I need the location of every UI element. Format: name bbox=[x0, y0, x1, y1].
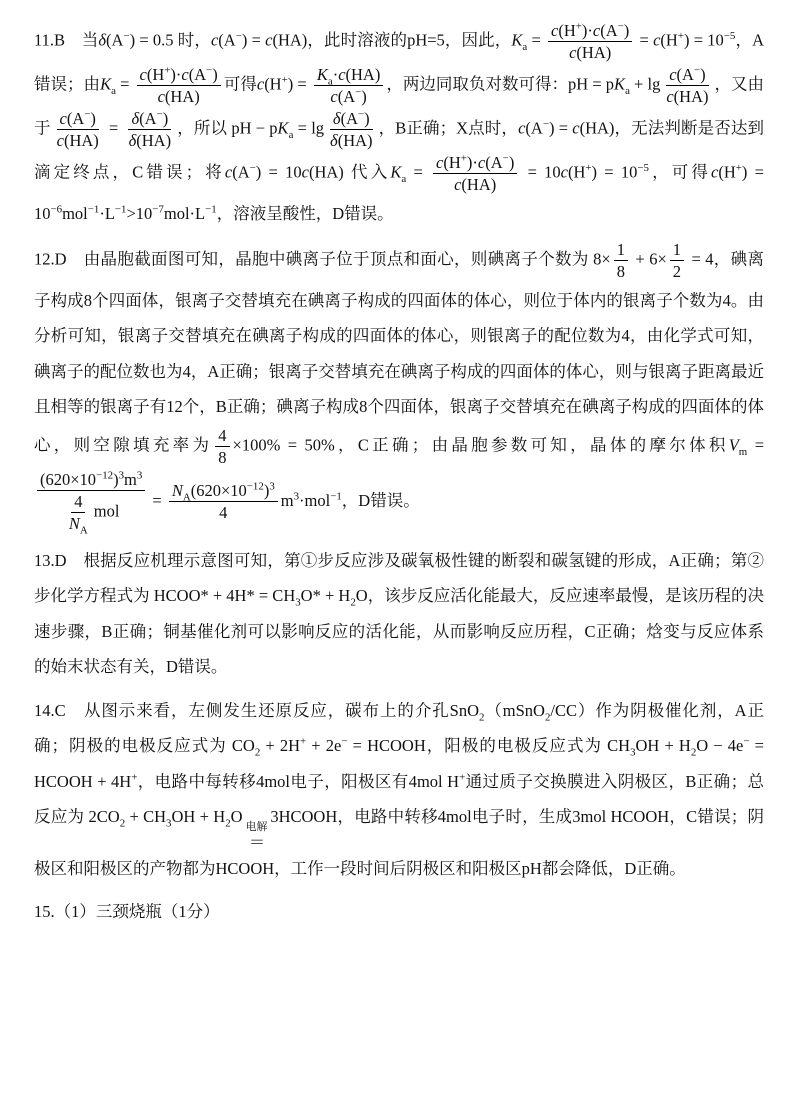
fraction: $(620\times 10^{-12})^3m^3$ $\frac{4}{N_A}$ mol bbox=[37, 469, 145, 535]
answer-12: 12.D 由晶胞截面图可知，晶胞中碘离子位于顶点和面心，则碘离子个数为 8× $\frac{1}{8}$ + 6× $\frac{1}{2}$ = 4，碘离子构成8个四面体，银离子交替填充在碘离子构成的四面体的体心，则位于体内的银离子个数为4。由分析可知，银离子交替填充在碘离子构成的四面体的体心，则银离子的配位数为4，由化学式可知，碘离子的配位数也为4，A正确；银离子交替填充在碘离子构成的四面体的体心，则与银离子距离最近且相等的银离子有12个，B正确；碘离子构成8个四面体，银离子交替填充在碘离子构成的四面体的体心，则空隙填充率为 $\frac{4}{8}$ ×100% = 50%，C正确；由晶胞参数可知，晶体的摩尔体积$V_m$ = $(620\times 10^{-12})^3m^3$ $\frac{4}{N_A}$ mol = $\frac{N_A(620\times 10^{-12})^3}{4}$ $m^3\cdot mol^{-1}$，D错误。 bbox=[34, 239, 765, 537]
fraction: $\frac{c(A^-)}{c(HA)}$ bbox=[666, 64, 709, 107]
answer-14: 14.C 从图示来看，左侧发生还原反应，碳布上的介孔SnO$_2$（mSnO$_2$/CC）作为阴极催化剂，A正确；阴极的电极反应式为 $CO_2 + 2H^+ + 2e^-$ = HCOOH，阳极的电极反应式为 $CH_3OH + H_2O - 4e^-$ = HCOOH + 4H+，电路中每转移4mol电子，阳极区有4mol H+通过质子交换膜进入阴极区，B正确；总反应为 $2CO_2 + CH_3OH + H_2O$ 电解 ＝ 3HCOOH，电路中转移4mol电子时，生成3mol HCOOH，C错误；阴极区和阳极区的产物都为HCOOH，工作一段时间后阴极区和阳极区pH都会降低，D正确。 bbox=[34, 700, 765, 878]
fraction: $\frac{1}{2}$ bbox=[670, 239, 684, 283]
fraction: $\frac{1}{8}$ bbox=[614, 239, 628, 283]
fraction: $\frac{4}{N_A}$ bbox=[68, 492, 88, 537]
answer-11: 11.B 当δ(A−) = 0.5 时，c(A−) = c(HA)，此时溶液的pH=5，因此，$K_a$ = $\frac{c(H^+)\cdot c(A^-)}{c(HA)}$ = $c(H^+) = 10^{-5}$，A错误；由$K_a$ = $\frac{c(H^+)\cdot c(A^-)}{c(HA)}$ 可得c(H+) = $\frac{K_a\cdot c(HA)}{c(A^-)}$ ，两边同取负对数可得：pH = $pK_a + \lg$ $\frac{c(A^-)}{c(HA)}$ ，又由于 $\frac{c(A^-)}{c(HA)}$ = $\frac{\delta(A^-)}{\delta(HA)}$ ，所以 pH − $pK_a = \lg$ $\frac{\delta(A^-)}{\delta(HA)}$ ，B正确；X点时，c(A−) = c(HA)，无法判断是否达到滴定终点，C错误；将c(A−) = 10c(HA) 代入$K_a$ = $\frac{c(H^+)\cdot c(A^-)}{c(HA)}$ = $10c(H^+) = 10^{-5}$，可得$c(H^+) = 10^{-6}mol^{-1}\cdot L^{-1}>10^{-7}mol\cdot L^{-1}$，溶液呈酸性，D错误。 bbox=[34, 20, 765, 223]
answer-13: 13.D 根据反应机理示意图可知，第①步反应涉及碳氧极性键的断裂和碳氢键的形成，A正确；第②步化学方程式为 HCOO* + $4H* = CH_3O* + H_2O$，该步反应活化能最大，反应速率最慢，是该历程的决速步骤，B正确；铜基催化剂可以影响反应的活化能，从而影响反应历程，C正确；焓变与反应体系的始末状态有关，D错误。 bbox=[34, 550, 765, 677]
labeled-equals: 电解 ＝ bbox=[245, 821, 268, 852]
fraction: $\frac{c(H^+)\cdot c(A^-)}{c(HA)}$ bbox=[433, 152, 517, 196]
fraction: $\frac{c(H^+)\cdot c(A^-)}{c(HA)}$ bbox=[137, 64, 221, 108]
document-body bbox=[34, 20, 764, 930]
fraction: $\frac{N_A(620\times 10^{-12})^3}{4}$ bbox=[169, 480, 278, 524]
fraction: $\frac{c(A^-)}{c(HA)}$ bbox=[56, 108, 99, 151]
fraction: $\frac{4}{8}$ bbox=[215, 425, 229, 469]
fraction: $\frac{\delta(A^-)}{\delta(HA)}$ bbox=[330, 108, 373, 151]
fraction: $\frac{c(H^+)\cdot c(A^-)}{c(HA)}$ bbox=[548, 20, 632, 64]
answer-15: 15.（1）三颈烧瓶（1分） bbox=[34, 902, 220, 922]
fraction: $\frac{\delta(A^-)}{\delta(HA)}$ bbox=[128, 108, 172, 151]
fraction: $\frac{K_a\cdot c(HA)}{c(A^-)}$ bbox=[314, 64, 384, 108]
